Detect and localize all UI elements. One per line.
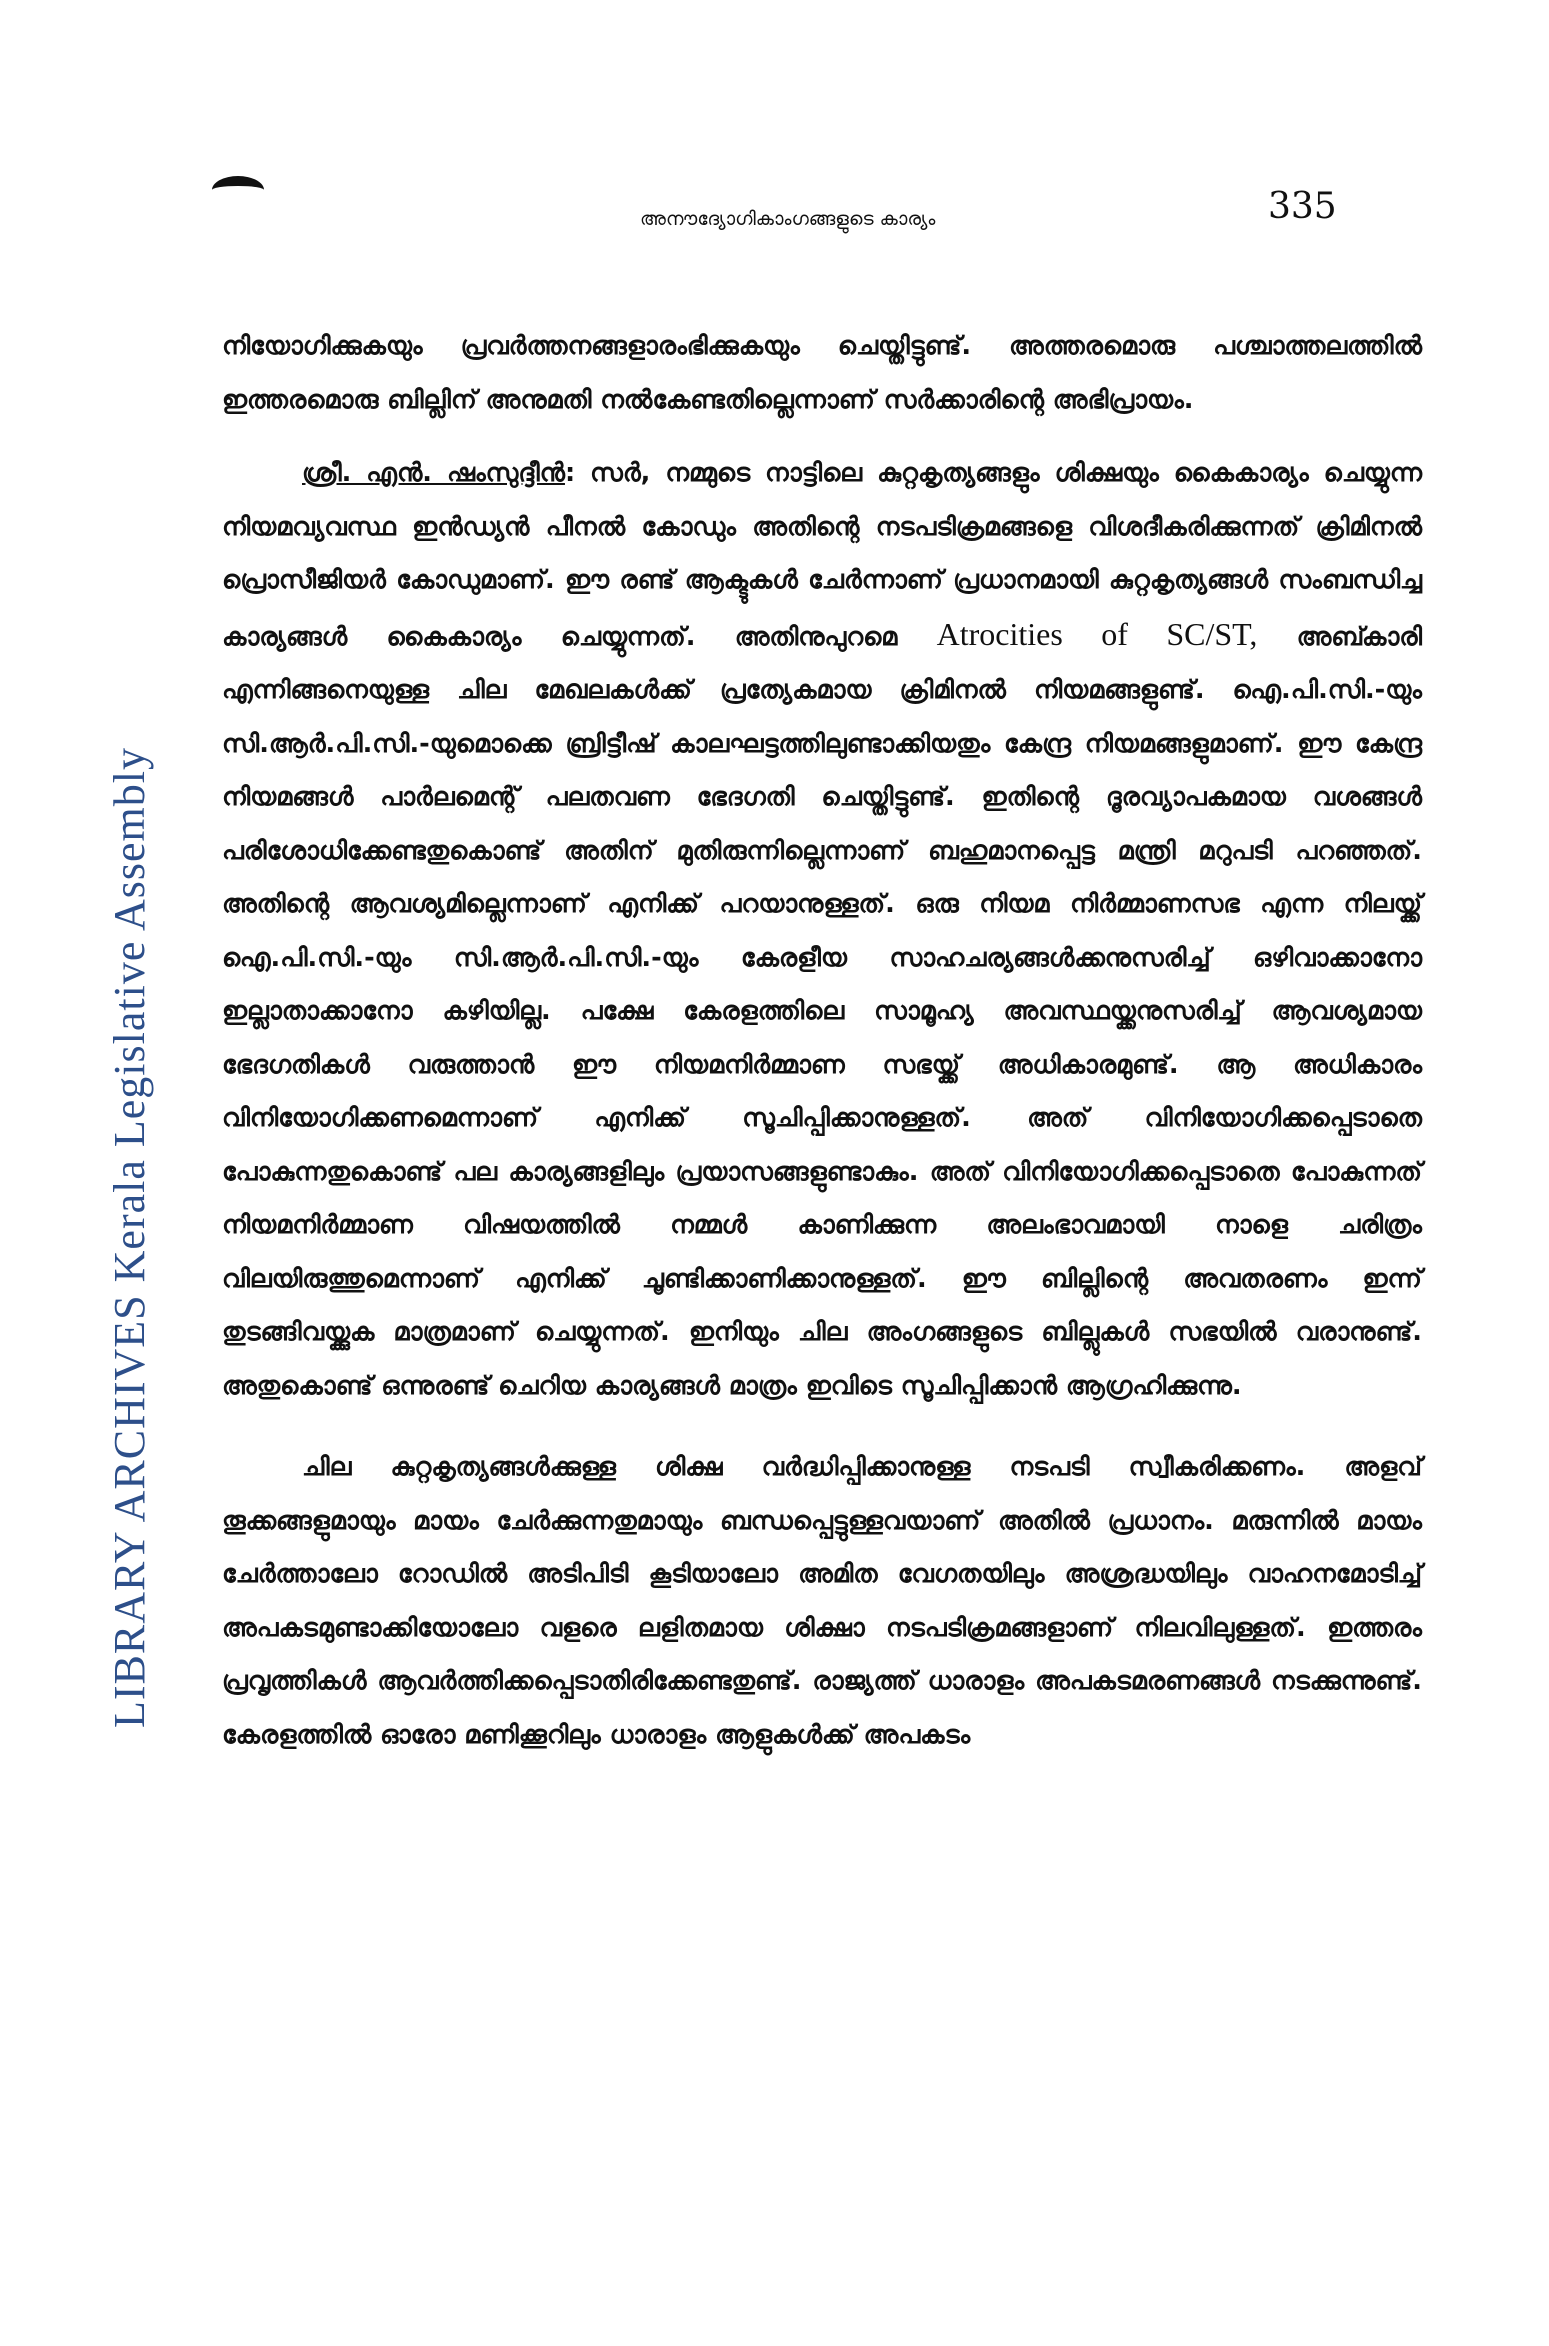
archive-watermark: LIBRARY ARCHIVES Kerala Legislative Assembly [105, 747, 154, 1728]
running-title: അനൗദ്യോഗികാംഗങ്ങളുടെ കാര്യം [640, 208, 936, 230]
scan-mark [212, 176, 264, 204]
paragraph-1: നിയോഗിക്കുകയും പ്രവർത്തനങ്ങളാരംഭിക്കുകയും ചെയ്തിട്ടുണ്ട്. അത്തരമൊരു പശ്ചാത്തലത്തിൽ ഇത്തരമൊരു ബില്ലിന് അനുമതി നൽകേണ്ടതില്ലെന്നാണ് സർക്കാരിന്റെ അഭിപ്രായം. [222, 331, 1422, 415]
paragraph-3: ചില കുറ്റകൃത്യങ്ങൾക്കുള്ള ശിക്ഷ വർദ്ധിപ്പിക്കാനുള്ള നടപടി സ്വീകരിക്കണം. അളവ് തൂക്കങ്ങളുമായും മായം ചേർക്കുന്നതുമായും ബന്ധപ്പെട്ടുള്ളവയാണ് അതിൽ പ്രധാനം. മരുന്നിൽ മായം ചേർത്താലോ റോഡിൽ അടിപിടി കൂടിയാലോ അമിത വേഗതയിലും അശ്രദ്ധയിലും വാഹനമോടിച്ച് അപകടമുണ്ടാക്കിയോലോ വളരെ ലളിതമായ ശിക്ഷാ നടപടിക്രമങ്ങളാണ് നിലവിലുള്ളത്. ഇത്തരം പ്രവൃത്തികൾ ആവർത്തിക്കപ്പെടാതിരിക്കേണ്ടതുണ്ട്. രാജ്യത്ത് ധാരാളം അപകടമരണങ്ങൾ നടക്കുന്നുണ്ട്. കേരളത്തിൽ ഓരോ മണിക്കൂറിലും ധാരാളം ആളുകൾക്ക് അപകടം [222, 1452, 1422, 1750]
speaker-name: ശ്രീ. എൻ. ഷംസുദ്ദീൻ [302, 458, 565, 488]
latin-term: Atrocities of SC/ST, [936, 615, 1258, 652]
page-number: 335 [1268, 186, 1337, 227]
page-body [222, 320, 1422, 1762]
paragraph-2-text-b: അബ്കാരി എന്നിങ്ങനെയുള്ള ചില മേഖലകൾക്ക് പ്രത്യേകമായ ക്രിമിനൽ നിയമങ്ങളുണ്ട്. ഐ.പി.സി.-യും സി.ആർ.പി.സി.-യുമൊക്കെ ബ്രിട്ടീഷ് കാലഘട്ടത്തിലുണ്ടാക്കിയതും കേന്ദ്ര നിയമങ്ങളുമാണ്. ഈ കേന്ദ്ര നിയമങ്ങൾ പാർലമെന്റ് പലതവണ ഭേദഗതി ചെയ്തിട്ടുണ്ട്. ഇതിന്റെ ദൂരവ്യാപകമായ വശങ്ങൾ പരിശോധിക്കേണ്ടതുകൊണ്ട് അതിന് മുതിരുന്നില്ലെന്നാണ് ബഹുമാനപ്പെട്ട മന്ത്രി മറുപടി പറഞ്ഞത്. അതിന്റെ ആവശ്യമില്ലെന്നാണ് എനിക്ക് പറയാനുള്ളത്. ഒരു നിയമ നിർമ്മാണസഭ എന്ന നിലയ്ക്ക് ഐ.പി.സി.-യും സി.ആർ.പി.സി.-യും കേരളീയ സാഹചര്യങ്ങൾക്കനുസരിച്ച് ഒഴിവാക്കാനോ ഇല്ലാതാക്കാനോ കഴിയില്ല. പക്ഷേ കേരളത്തിലെ സാമൂഹ്യ അവസ്ഥയ്ക്കനുസരിച്ച് ആവശ്യമായ ഭേദഗതികൾ വരുത്താൻ ഈ നിയമനിർമ്മാണ സഭയ്ക്ക് അധികാരമുണ്ട്. ആ അധികാരം വിനിയോഗിക്കണമെന്നാണ് എനിക്ക് സൂചിപ്പിക്കാനുള്ളത്. അത് വിനിയോഗിക്കപ്പെടാതെ പോകുന്നതുകൊണ്ട് പല കാര്യങ്ങളിലും പ്രയാസങ്ങളുണ്ടാകും. അത് വിനിയോഗിക്കപ്പെടാതെ പോകുന്നത് നിയമനിർമ്മാണ വിഷയത്തിൽ നമ്മൾ കാണിക്കുന്ന അലംഭാവമായി നാളെ ചരിത്രം വിലയിരുത്തുമെന്നാണ് എനിക്ക് ചൂണ്ടിക്കാണിക്കാനുള്ളത്. ഈ ബില്ലിന്റെ അവതരണം ഇന്ന് തുടങ്ങിവയ്ക്കുക മാത്രമാണ് ചെയ്യുന്നത്. ഇനിയും ചില അംഗങ്ങളുടെ ബില്ലുകൾ സഭയിൽ വരാനുണ്ട്. അതുകൊണ്ട് ഒന്നുരണ്ട് ചെറിയ കാര്യങ്ങൾ മാത്രം ഇവിടെ സൂചിപ്പിക്കാൻ ആഗ്രഹിക്കുന്നു. [222, 621, 1422, 1401]
paragraph-2 [222, 447, 1422, 1413]
paragraph-2-text-a: : സർ, നമ്മുടെ നാട്ടിലെ കുറ്റകൃത്യങ്ങളും ശിക്ഷയും കൈകാര്യം ചെയ്യുന്ന നിയമവ്യവസ്ഥ ഇൻഡ്യൻ പീനൽ കോഡും അതിന്റെ നടപടിക്രമങ്ങളെ വിശദീകരിക്കുന്നത് ക്രിമിനൽ പ്രൊസീജിയർ കോഡുമാണ്. ഈ രണ്ട് ആക്ടുകൾ ചേർന്നാണ് പ്രധാനമായി കുറ്റകൃത്യങ്ങൾ സംബന്ധിച്ച കാര്യങ്ങൾ കൈകാര്യം ചെയ്യുന്നത്. അതിനുപുറമെ [222, 458, 1422, 652]
